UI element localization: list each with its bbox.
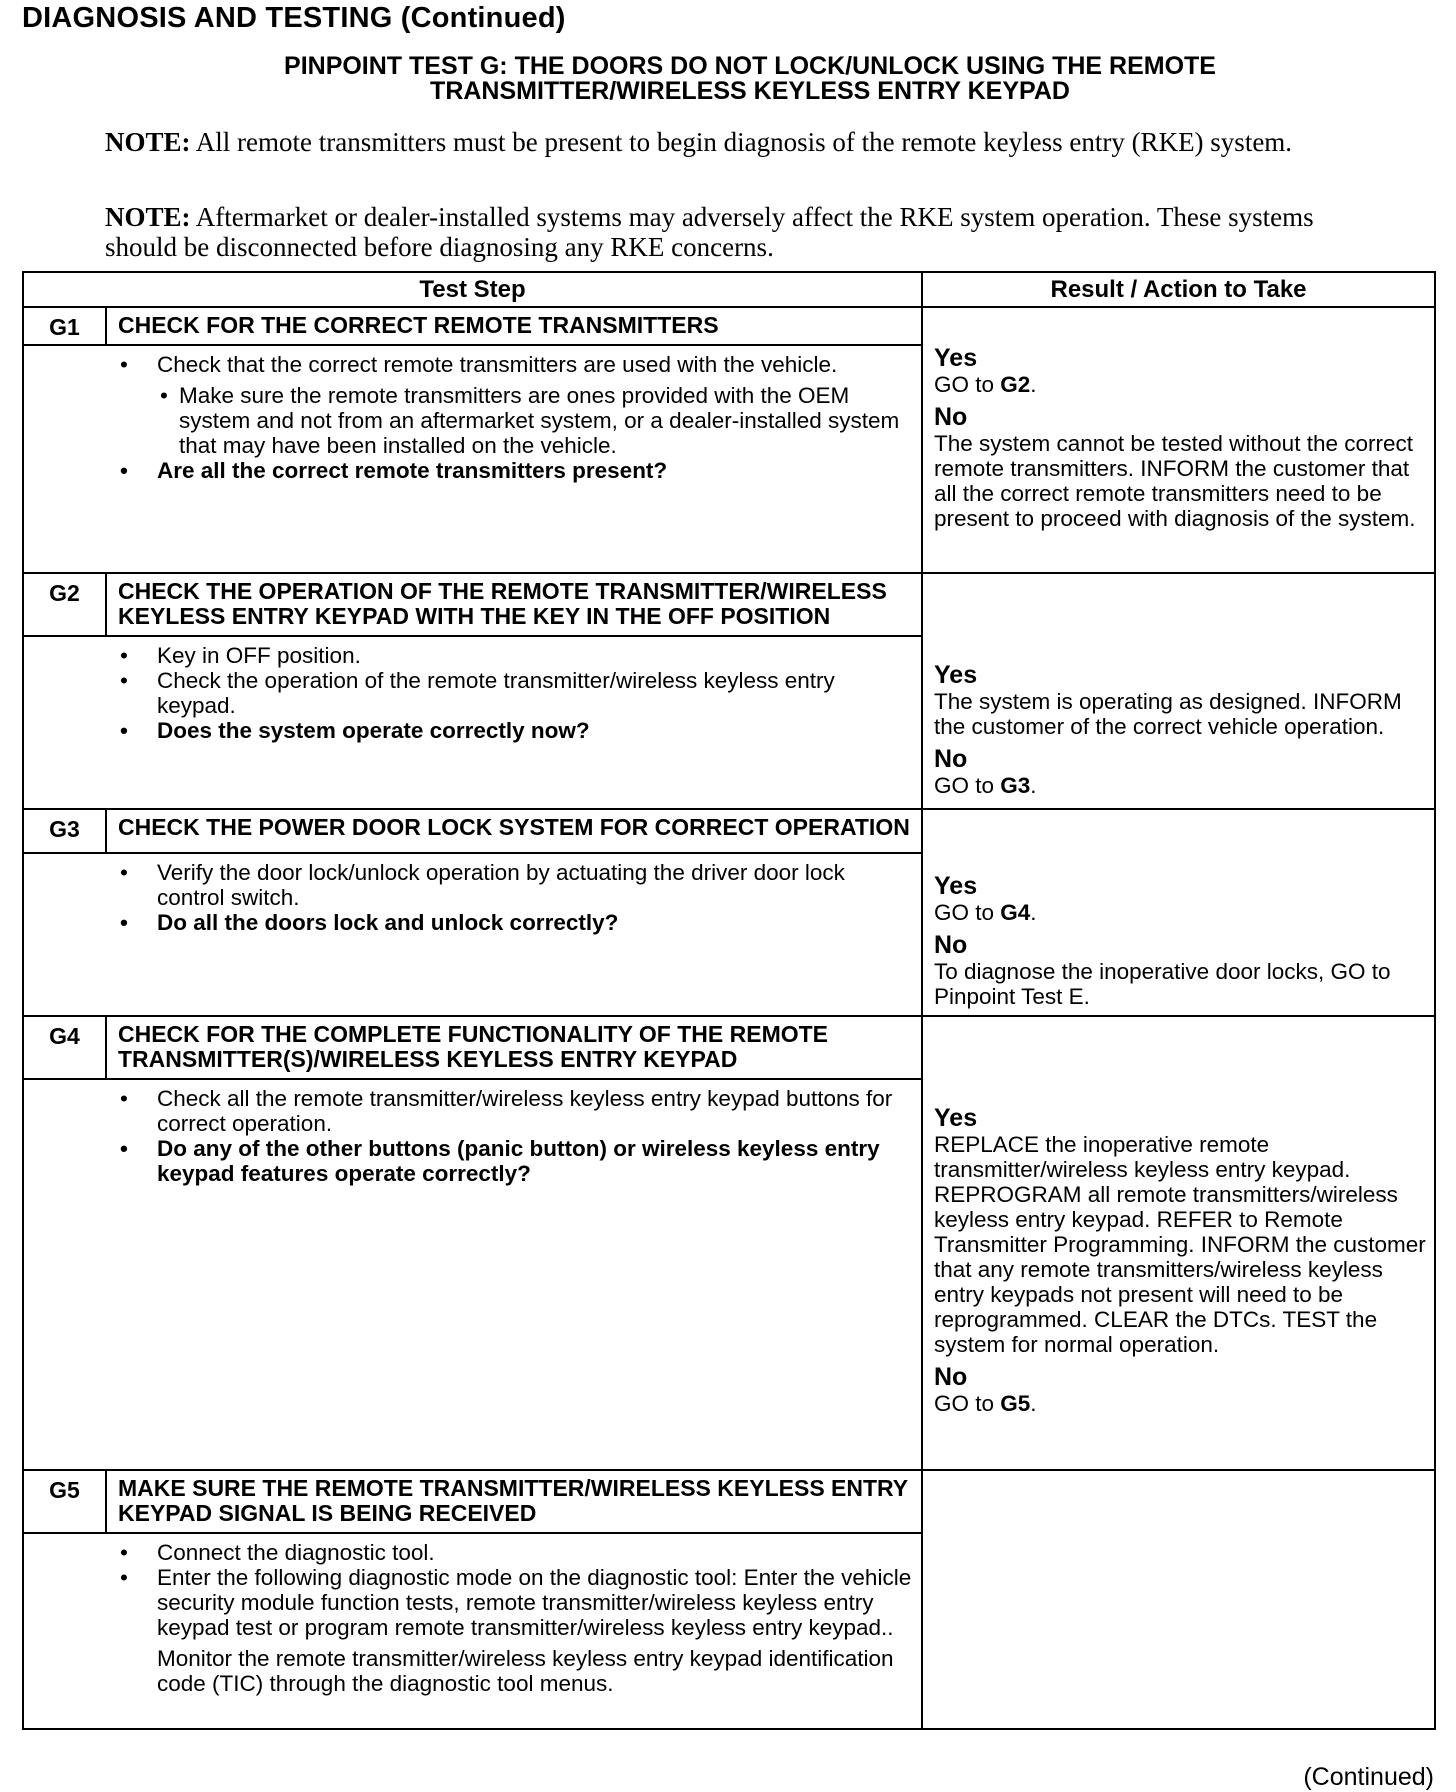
step-heading: CHECK THE OPERATION OF THE REMOTE TRANSMITTER/WIRELESS KEYLESS ENTRY KEYPAD WITH THE KEY IN THE OFF POSITION <box>106 573 922 636</box>
step-heading: MAKE SURE THE REMOTE TRANSMITTER/WIRELESS KEYLESS ENTRY KEYPAD SIGNAL IS BEING RECEIVED <box>106 1470 922 1533</box>
step-result <box>922 1016 1435 1470</box>
step-ref: G4 <box>1000 900 1031 925</box>
step-bullet: • Check that the correct remote transmitters are used with the vehicle. <box>24 352 913 377</box>
result-text: GO to <box>934 372 1001 397</box>
step-ref: G3 <box>1000 773 1031 798</box>
note-1 <box>105 127 1365 157</box>
step-question: • Does the system operate correctly now? <box>24 718 913 743</box>
result-text: GO to <box>934 773 1001 798</box>
result-text-end: . <box>1030 773 1037 798</box>
step-body <box>23 1533 922 1729</box>
step-ref: G2 <box>1000 372 1031 397</box>
step-result <box>922 307 1435 573</box>
result-no <box>934 403 1430 531</box>
step-bullet: • Key in OFF position. <box>24 643 913 668</box>
step-note: Monitor the remote transmitter/wireless keyless entry keypad identification code (TIC) through the diagnostic tool menus. <box>157 1646 894 1696</box>
yes-label: Yes <box>934 1104 978 1132</box>
table-header-row <box>23 272 1435 307</box>
step-id: G4 <box>23 1016 106 1079</box>
yes-label: Yes <box>934 872 978 900</box>
no-label: No <box>934 403 968 431</box>
step-question: • Are all the correct remote transmitters present? <box>24 458 913 483</box>
result-yes <box>934 344 1430 397</box>
note-text: Aftermarket or dealer-installed systems may adversely affect the RKE system operation. These systems should be disconnected before diagnosing any RKE concerns. <box>105 202 1314 262</box>
test-title-line-2: TRANSMITTER/WIRELESS KEYLESS ENTRY KEYPAD <box>430 77 1070 105</box>
result-text-end: . <box>1030 900 1037 925</box>
result-yes <box>934 1104 1430 1357</box>
step-heading-row <box>23 573 1435 636</box>
no-label: No <box>934 1363 968 1391</box>
step-heading: CHECK FOR THE CORRECT REMOTE TRANSMITTERS <box>106 307 922 345</box>
step-bullet: • Connect the diagnostic tool. <box>24 1540 913 1565</box>
pinpoint-test-table <box>22 271 1436 1730</box>
result-no <box>934 931 1430 1009</box>
no-label: No <box>934 745 968 773</box>
step-body <box>23 853 922 1016</box>
step-bullet: • Check all the remote transmitter/wireless keyless entry keypad buttons for correct operation. <box>24 1086 913 1136</box>
pinpoint-test-title <box>100 54 1400 104</box>
step-ref: G5 <box>1000 1391 1031 1416</box>
result-text: The system is operating as designed. INFORM the customer of the correct vehicle operation. <box>934 689 1402 739</box>
step-heading-row <box>23 1016 1435 1079</box>
continued-label: (Continued) <box>1303 1763 1434 1791</box>
step-body <box>23 636 922 809</box>
step-result <box>922 809 1435 1016</box>
note-2 <box>105 202 1365 262</box>
result-text: The system cannot be tested without the correct remote transmitters. INFORM the customer that all the correct remote transmitters need to be present to proceed with diagnosis of the system. <box>934 431 1416 531</box>
step-heading: CHECK FOR THE COMPLETE FUNCTIONALITY OF THE REMOTE TRANSMITTER(S)/WIRELESS KEYLESS ENTRY KEYPAD <box>106 1016 922 1079</box>
step-question: • Do all the doors lock and unlock correctly? <box>24 910 913 935</box>
step-id: G5 <box>23 1470 106 1533</box>
note-text: All remote transmitters must be present to begin diagnosis of the remote keyless entry (RKE) system. <box>195 127 1293 157</box>
step-result <box>922 1470 1435 1729</box>
result-text-end: . <box>1030 372 1037 397</box>
step-body <box>23 345 922 573</box>
result-no <box>934 1363 1430 1416</box>
result-text: REPLACE the inoperative remote transmitter/wireless keyless entry keypad. REPROGRAM all remote transmitters/wireless keyless entry keypad. REFER to Remote Transmitter Programming. INFORM the customer that any remote transmitters/wireless keyless entry keypads not present will need to be reprogrammed. CLEAR the DTCs. TEST the system for normal operation. <box>934 1132 1426 1357</box>
note-label: NOTE: <box>105 127 191 157</box>
yes-label: Yes <box>934 344 978 372</box>
result-text: GO to <box>934 900 1001 925</box>
step-id: G2 <box>23 573 106 636</box>
note-label: NOTE: <box>105 202 191 232</box>
step-bullet: • Enter the following diagnostic mode on the diagnostic tool: Enter the vehicle security module function tests, remote transmitter/wireless keyless entry keypad test or program remote transmitter/wireless keyless entry keypad.. <box>24 1565 913 1640</box>
step-heading-row <box>23 809 1435 853</box>
result-yes <box>934 872 1430 925</box>
header-test-step: Test Step <box>23 272 922 307</box>
step-bullet: • Check the operation of the remote transmitter/wireless keyless entry keypad. <box>24 668 913 718</box>
step-heading-row <box>23 1470 1435 1533</box>
step-id: G1 <box>23 307 106 345</box>
step-result <box>922 573 1435 809</box>
step-heading: CHECK THE POWER DOOR LOCK SYSTEM FOR CORRECT OPERATION <box>106 809 922 853</box>
result-text-end: . <box>1030 1391 1037 1416</box>
no-label: No <box>934 931 968 959</box>
test-title-line-1: PINPOINT TEST G: THE DOORS DO NOT LOCK/UNLOCK USING THE REMOTE <box>284 52 1216 80</box>
result-yes <box>934 661 1430 739</box>
result-no <box>934 745 1430 798</box>
step-heading-row <box>23 307 1435 345</box>
step-question: • Do any of the other buttons (panic button) or wireless keyless entry keypad features operate correctly? <box>24 1136 913 1186</box>
result-text: To diagnose the inoperative door locks, GO to Pinpoint Test E. <box>934 959 1391 1009</box>
yes-label: Yes <box>934 661 978 689</box>
page-title: DIAGNOSIS AND TESTING (Continued) <box>22 2 566 34</box>
step-bullet: • Verify the door lock/unlock operation by actuating the driver door lock control switch. <box>24 860 913 910</box>
step-body <box>23 1079 922 1470</box>
result-text: GO to <box>934 1391 1001 1416</box>
step-id: G3 <box>23 809 106 853</box>
step-sub-bullet: • Make sure the remote transmitters are ones provided with the OEM system and not from an aftermarket system, or a dealer-installed system that may have been installed on the vehicle. <box>24 383 913 458</box>
header-result: Result / Action to Take <box>922 272 1435 307</box>
